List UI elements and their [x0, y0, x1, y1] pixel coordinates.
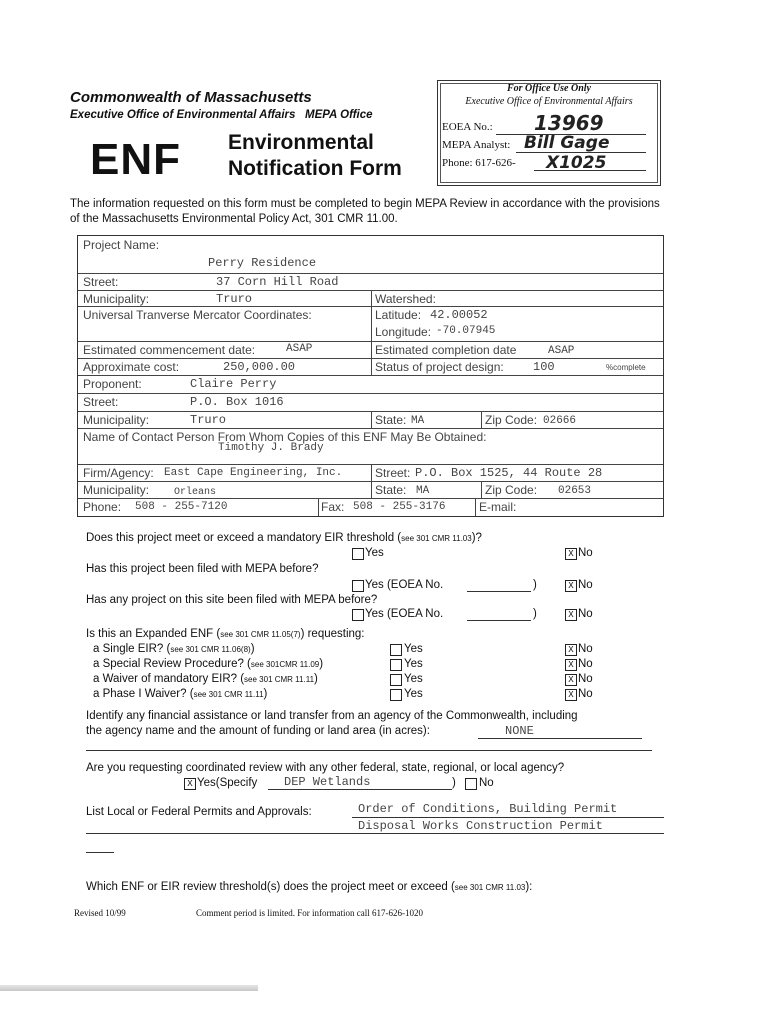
office-use-heading: For Office Use Only	[507, 83, 591, 94]
contact-street-value[interactable]: P.O. Box 1525, 44 Route 28	[415, 466, 603, 480]
form-title-line2: Notification Form	[228, 157, 402, 180]
q-ref: see 301 CMR 11.03	[454, 883, 526, 892]
office-heading	[70, 109, 373, 121]
proponent-street-label: Street:	[83, 395, 119, 409]
q-ref: see 301 CMR 11.03	[401, 534, 472, 543]
coordinated-yes-label: Yes(Specify	[197, 777, 258, 789]
q4d-no-label: No	[578, 688, 593, 700]
col-divider	[481, 411, 482, 428]
proponent-municipality-value[interactable]: Truro	[190, 413, 227, 427]
q4c-no-label: No	[578, 673, 593, 685]
col-divider	[371, 290, 372, 341]
q-text: a Single EIR? (	[93, 643, 171, 655]
proponent-value[interactable]: Claire Perry	[190, 377, 277, 391]
q-text: Is this an Expanded ENF (	[86, 628, 221, 640]
contact-phone-value[interactable]: 508 - 255-7120	[135, 501, 228, 513]
coordinated-yes-checkbox[interactable]: X	[184, 778, 196, 790]
financial-extra-line[interactable]	[86, 750, 652, 751]
design-status-label: Status of project design:	[375, 360, 504, 374]
permits-line2[interactable]	[86, 833, 664, 834]
q3-yes-label: Yes (EOEA No.	[365, 608, 444, 620]
permits-value-line1[interactable]: Order of Conditions, Building Permit	[358, 802, 618, 816]
coordinated-close-paren: )	[452, 777, 456, 789]
contact-street-label: Street:	[375, 466, 411, 480]
q-text: Which ENF or EIR review threshold(s) does the project meet or exceed (	[86, 881, 455, 893]
project-street-value[interactable]: 37 Corn Hill Road	[216, 275, 339, 289]
q2-yes-checkbox[interactable]	[352, 580, 364, 592]
q-waiver-mandatory	[93, 673, 318, 685]
q4c-no-checkbox[interactable]: X	[565, 674, 577, 686]
financial-answer-value[interactable]: NONE	[505, 724, 534, 738]
commencement-label: Estimated commencement date:	[83, 343, 256, 357]
coordinated-no-checkbox[interactable]	[465, 778, 477, 790]
q-text-end: )?	[471, 532, 482, 544]
commencement-value[interactable]: ASAP	[286, 343, 313, 355]
q4b-yes-checkbox[interactable]	[390, 659, 402, 671]
q-text-end: )	[250, 643, 255, 655]
longitude-label: Longitude:	[375, 325, 432, 339]
q-text-end: ) requesting:	[300, 628, 365, 640]
proponent-state-label: State:	[375, 413, 407, 427]
q-text: a Special Review Procedure? (	[93, 658, 251, 670]
q-phase-one-waiver	[93, 688, 267, 700]
q3-yes-checkbox[interactable]	[352, 609, 364, 621]
q3-eoea-line[interactable]	[467, 620, 531, 621]
project-name-label: Project Name:	[83, 238, 160, 252]
col-divider	[371, 341, 372, 375]
q3-close-paren: )	[533, 608, 537, 620]
mepa-analyst-value: Bill Gage	[524, 133, 610, 153]
design-status-suffix: %complete	[606, 363, 646, 372]
col-divider	[371, 411, 372, 428]
cost-value[interactable]: 250,000.00	[223, 360, 296, 374]
contact-municipality-label: Municipality:	[83, 483, 150, 497]
q1-no-checkbox[interactable]: X	[565, 548, 577, 560]
coordinated-review-question: Are you requesting coordinated review with any other federal, state, regional, or local agency?	[86, 762, 565, 774]
utm-label: Universal Tranverse Mercator Coordinates:	[83, 308, 312, 322]
form-title-line1: Environmental	[228, 131, 374, 154]
project-municipality-value[interactable]: Truro	[216, 292, 253, 306]
proponent-label: Proponent:	[83, 377, 142, 391]
coordinated-no-label: No	[479, 777, 494, 789]
mepa-analyst-label: MEPA Analyst:	[442, 139, 511, 151]
q4b-yes-label: Yes	[404, 658, 423, 670]
contact-email-label: E-mail:	[479, 500, 517, 514]
firm-value[interactable]: East Cape Engineering, Inc.	[164, 467, 343, 479]
q4b-no-checkbox[interactable]: X	[565, 659, 577, 671]
coordinated-specify-value[interactable]: DEP Wetlands	[284, 775, 371, 789]
longitude-value[interactable]: -70.07945	[436, 325, 496, 337]
q4a-yes-checkbox[interactable]	[390, 644, 402, 656]
col-divider	[371, 464, 372, 498]
contact-municipality-value[interactable]: Orleans	[174, 487, 217, 498]
financial-answer-line[interactable]	[478, 738, 642, 739]
project-street-label: Street:	[83, 275, 119, 289]
q-text-end: ):	[525, 881, 533, 893]
q-text-end: )	[319, 658, 324, 670]
form-title	[228, 130, 402, 182]
q-text-end: )	[314, 673, 318, 685]
row-divider	[78, 375, 663, 376]
enf-logo: ENF	[90, 135, 181, 184]
proponent-street-value[interactable]: P.O. Box 1016	[190, 395, 284, 409]
q-mandatory-eir	[86, 532, 482, 544]
threshold-question	[86, 881, 532, 893]
q4d-yes-checkbox[interactable]	[390, 689, 402, 701]
permits-line3[interactable]	[86, 852, 114, 853]
q2-yes-label: Yes (EOEA No.	[365, 579, 444, 591]
comment-period-note: Comment period is limited. For information call 617-626-1020	[196, 908, 423, 918]
q-ref: see 301 CMR 11.05(7)	[220, 630, 301, 639]
permits-label: List Local or Federal Permits and Approvals:	[86, 806, 312, 818]
row-divider	[78, 273, 663, 274]
q3-no-label: No	[578, 608, 593, 620]
permits-value-line2[interactable]: Disposal Works Construction Permit	[358, 819, 603, 833]
project-name-value[interactable]: Perry Residence	[208, 256, 317, 270]
completion-label: Estimated completion date	[375, 343, 517, 357]
q-filed-before: Has this project been filed with MEPA before?	[86, 563, 319, 575]
col-divider	[318, 498, 319, 516]
project-municipality-label: Municipality:	[83, 292, 150, 306]
q2-close-paren: )	[533, 579, 537, 591]
col-divider	[481, 481, 482, 498]
proponent-municipality-label: Municipality:	[83, 413, 150, 427]
mepa-office-name: MEPA Office	[304, 109, 373, 121]
q2-no-label: No	[578, 579, 593, 591]
coordinated-specify-line[interactable]	[268, 789, 452, 790]
q-special-review	[93, 658, 323, 670]
q-ref: see 301 CMR 11.11	[193, 690, 264, 699]
contact-phone-label: Phone:	[83, 500, 122, 514]
q4b-no-label: No	[578, 658, 593, 670]
q4a-no-label: No	[578, 643, 593, 655]
q2-no-checkbox[interactable]: X	[565, 580, 577, 592]
financial-question-line1: Identify any financial assistance or land transfer from an agency of the Commonwealth, including	[86, 710, 578, 722]
q-text: Does this project meet or exceed a mandatory EIR threshold (	[86, 532, 402, 544]
scan-artifact-bar	[0, 985, 258, 991]
proponent-zip-label: Zip Code:	[485, 413, 538, 427]
latitude-label: Latitude:	[375, 308, 422, 322]
financial-question-line2: the agency name and the amount of funding or land area (in acres):	[86, 725, 430, 737]
project-info-table	[77, 235, 664, 517]
q-text: a Phase I Waiver? (	[93, 688, 194, 700]
contact-zip-label: Zip Code:	[485, 483, 538, 497]
eoea-office-name: Executive Office of Environmental Affairs	[70, 109, 296, 121]
proponent-zip-value[interactable]: 02666	[543, 415, 577, 427]
q2-eoea-line[interactable]	[467, 591, 531, 592]
q-site-filed-before: Has any project on this site been filed with MEPA before?	[86, 594, 378, 606]
q-text: a Waiver of mandatory EIR? (	[93, 673, 245, 685]
q4c-yes-checkbox[interactable]	[390, 674, 402, 686]
q3-no-checkbox[interactable]: X	[565, 609, 577, 621]
q-expanded-enf	[86, 628, 365, 640]
q4d-yes-label: Yes	[404, 688, 423, 700]
proponent-state-value[interactable]: MA	[411, 415, 425, 427]
row-divider	[78, 498, 663, 499]
design-status-value[interactable]: 100	[533, 360, 555, 374]
permits-line1[interactable]	[352, 817, 664, 818]
row-divider	[78, 428, 663, 429]
q4a-yes-label: Yes	[404, 643, 423, 655]
intro-text: The information requested on this form must be completed to begin MEPA Review in accordance with the provisions of the Massachusetts Environmental Policy Act, 301 CMR 11.00.	[70, 198, 660, 225]
contact-state-label: State:	[375, 483, 407, 497]
q-ref: see 301CMR 11.09	[250, 660, 320, 669]
cost-label: Approximate cost:	[83, 360, 180, 374]
contact-fax-value[interactable]: 508 - 255-3176	[353, 501, 446, 513]
firm-label: Firm/Agency:	[83, 466, 154, 480]
contact-state-value[interactable]: MA	[416, 485, 430, 497]
q-single-eir	[93, 643, 255, 655]
latitude-value[interactable]: 42.00052	[430, 308, 488, 322]
revised-date: Revised 10/99	[74, 908, 126, 918]
q4d-no-checkbox[interactable]: X	[565, 689, 577, 701]
office-use-subheading: Executive Office of Environmental Affairs	[465, 96, 633, 107]
eoea-number-value: 13969	[534, 111, 604, 135]
office-phone-label: Phone: 617-626-	[442, 157, 516, 169]
q-ref: see 301 CMR 11.06(8)	[170, 645, 251, 654]
contact-fax-label: Fax:	[321, 500, 345, 514]
watershed-label: Watershed:	[375, 292, 436, 306]
q-text-end: )	[263, 688, 268, 700]
contact-person-label: Name of Contact Person From Whom Copies of this ENF May Be Obtained:	[83, 430, 487, 444]
commonwealth-heading: Commonwealth of Massachusetts	[70, 89, 312, 106]
q1-yes-checkbox[interactable]	[352, 548, 364, 560]
q-ref: see 301 CMR 11.11	[244, 675, 315, 684]
eoea-number-label: EOEA No.:	[442, 121, 493, 133]
row-divider	[78, 393, 663, 394]
q1-yes-label: Yes	[365, 547, 384, 559]
contact-zip-value[interactable]: 02653	[558, 485, 592, 497]
contact-person-value[interactable]: Timothy J. Brady	[218, 442, 324, 454]
completion-value[interactable]: ASAP	[548, 345, 575, 357]
q4c-yes-label: Yes	[404, 673, 423, 685]
q4a-no-checkbox[interactable]: X	[565, 644, 577, 656]
q1-no-label: No	[578, 547, 593, 559]
office-use-box	[437, 80, 661, 186]
office-phone-value: X1025	[546, 153, 607, 173]
col-divider	[475, 498, 476, 516]
